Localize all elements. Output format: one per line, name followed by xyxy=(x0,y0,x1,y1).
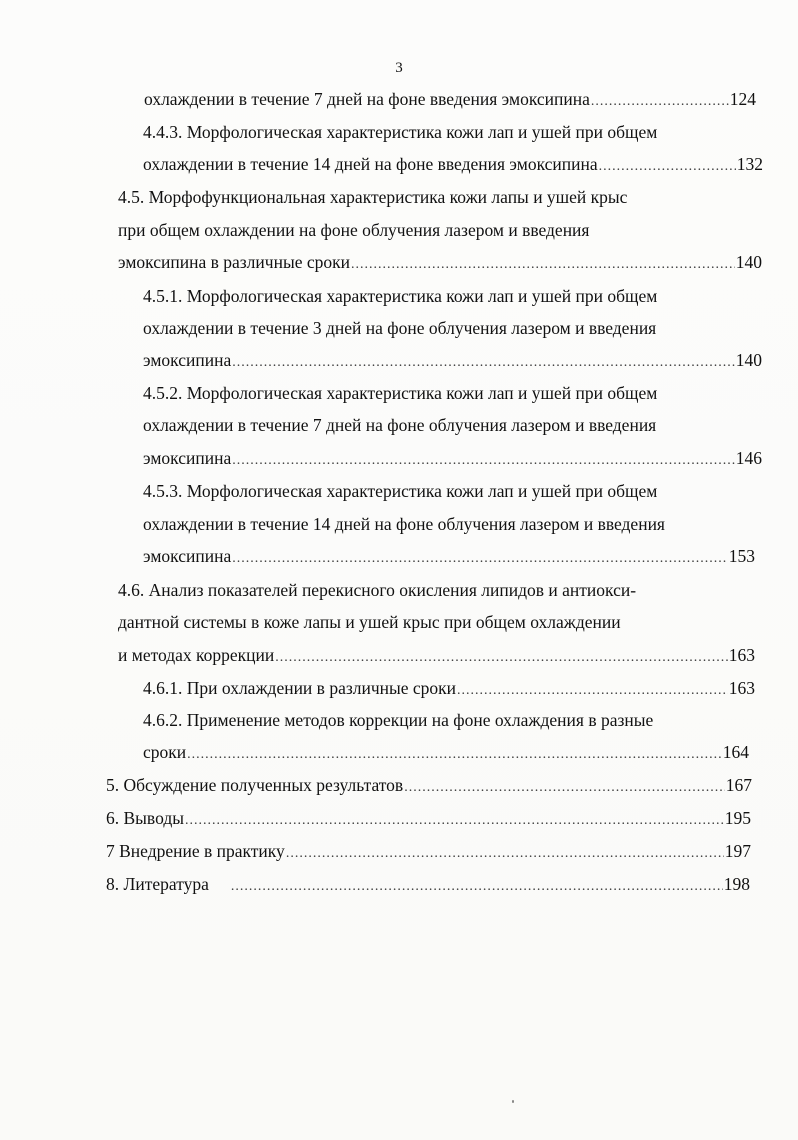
toc-heading-line: охлаждении в течение 14 дней на фоне облучения лазером и введения xyxy=(143,514,665,534)
toc-heading-line: 4.4.3. Морфологическая характеристика кожи лап и ушей при общем xyxy=(143,122,658,142)
toc-page-number: 163 xyxy=(728,678,755,698)
toc-page-number: 124 xyxy=(729,89,756,109)
toc-entry-text: охлаждении в течение 14 дней на фоне введения эмоксипина xyxy=(143,154,598,174)
toc-entry-text: 7 Внедрение в практику xyxy=(106,841,285,861)
dot-leader xyxy=(286,843,724,865)
toc-entry-text: эмоксипина xyxy=(143,350,232,370)
toc-page-number: 132 xyxy=(736,154,763,174)
toc-entry-text: 5. Обсуждение полученных результатов xyxy=(106,775,404,795)
dot-leader xyxy=(275,647,727,669)
toc-entry xyxy=(118,644,755,669)
toc-page-number: 146 xyxy=(735,448,762,468)
toc-entry-text: и методах коррекции xyxy=(118,645,275,665)
toc-entry-text: сроки xyxy=(143,742,187,762)
toc-entry-text: охлаждении в течение 7 дней на фоне введения эмоксипина xyxy=(144,89,590,109)
toc-entry-text: 6. Выводы xyxy=(106,808,184,828)
toc-page-number: 164 xyxy=(722,742,749,762)
toc-entry xyxy=(143,741,749,766)
toc-heading-line: при общем охлаждении на фоне облучения лазером и введения xyxy=(118,220,590,240)
dot-leader xyxy=(591,91,729,113)
dot-leader xyxy=(187,744,722,766)
toc-heading-line: дантной системы в коже лапы и ушей крыс при общем охлаждении xyxy=(118,612,621,632)
toc-page-number: 197 xyxy=(724,841,751,861)
toc-page-number: 195 xyxy=(724,808,751,828)
toc-heading-line: охлаждении в течение 7 дней на фоне облучения лазером и введения xyxy=(143,415,657,435)
toc-entry xyxy=(106,873,750,898)
toc-heading-line: 4.5.2. Морфологическая характеристика кожи лап и ушей при общем xyxy=(143,383,658,403)
toc-entry xyxy=(143,153,763,178)
toc-entry xyxy=(143,447,762,472)
dot-leader xyxy=(231,876,723,898)
page-number: 3 xyxy=(395,60,403,76)
toc-heading-line: охлаждении в течение 3 дней на фоне облучения лазером и введения xyxy=(143,318,657,338)
toc-entry xyxy=(144,88,756,113)
toc-page-number: 167 xyxy=(725,775,752,795)
dot-leader xyxy=(232,450,735,472)
dot-leader xyxy=(232,548,728,570)
toc-page-number: 198 xyxy=(723,874,750,894)
toc-page-number: 163 xyxy=(728,645,755,665)
toc-entry-text: 4.6.1. При охлаждении в различные сроки xyxy=(143,678,457,698)
toc-heading-line: 4.5. Морфофункциональная характеристика кожи лапы и ушей крыс xyxy=(118,187,628,207)
toc-entry-text: эмоксипина xyxy=(143,448,232,468)
toc-entry xyxy=(106,840,751,865)
toc-entry xyxy=(143,349,762,374)
toc-page-number: 153 xyxy=(728,546,755,566)
toc-page-number: 140 xyxy=(735,350,762,370)
toc-entry xyxy=(143,677,755,702)
toc-entry xyxy=(106,807,751,832)
toc-heading-line: 4.6.2. Применение методов коррекции на фоне охлаждения в разные xyxy=(143,710,654,730)
toc-heading-line: 4.6. Анализ показателей перекисного окисления липидов и антиокси- xyxy=(118,580,637,600)
toc-entry-text: 8. Литература xyxy=(106,874,209,894)
toc-entry xyxy=(106,774,752,799)
dot-leader xyxy=(232,352,735,374)
toc-entry-text: эмоксипина xyxy=(143,546,232,566)
dot-leader xyxy=(185,810,724,832)
dot-leader xyxy=(599,156,736,178)
toc-heading-line: 4.5.1. Морфологическая характеристика кожи лап и ушей при общем xyxy=(143,286,658,306)
dot-leader xyxy=(457,680,728,702)
dot-leader xyxy=(351,254,735,276)
toc-page-number: 140 xyxy=(735,252,762,272)
toc-entry xyxy=(143,545,755,570)
toc-entry xyxy=(118,251,762,276)
scan-speck xyxy=(512,1100,514,1103)
toc-entry-text: эмоксипина в различные сроки xyxy=(118,252,350,272)
dot-leader xyxy=(404,777,725,799)
toc-heading-line: 4.5.3. Морфологическая характеристика кожи лап и ушей при общем xyxy=(143,481,658,501)
